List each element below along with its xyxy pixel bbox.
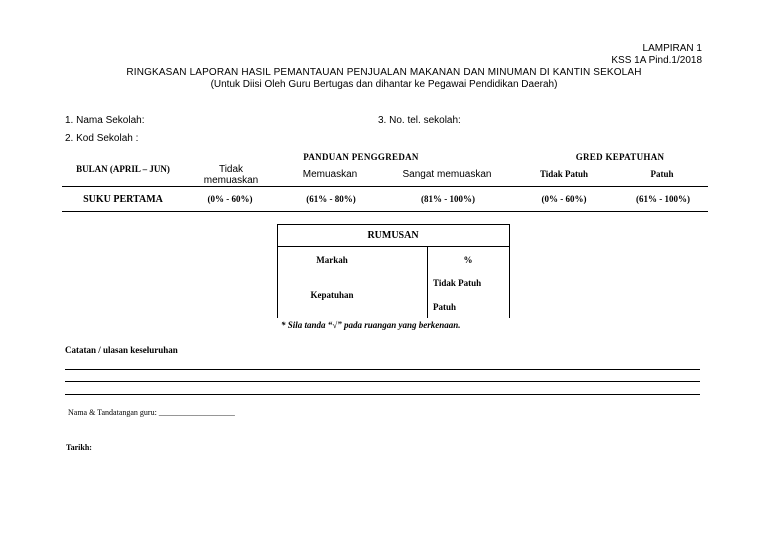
rumusan-top-border (277, 224, 509, 225)
panduan-header: PANDUAN PENGGREDAN (303, 152, 419, 162)
reference-number: KSS 1A Pind.1/2018 (611, 55, 702, 66)
row-suku-pertama: SUKU PERTAMA (83, 194, 163, 205)
col-sangat-memuaskan: Sangat memuaskan (402, 169, 492, 180)
catatan-line-2[interactable] (65, 381, 700, 382)
no-tel-label: 3. No. tel. sekolah: (378, 115, 461, 126)
row-value: (0% - 60%) (207, 194, 253, 204)
col-tidak-memuaskan: Tidak memuaskan (203, 164, 259, 186)
kepatuhan-label: Kepatuhan (310, 290, 354, 300)
row-value: (81% - 100%) (421, 194, 475, 204)
rumusan-title-divider (277, 246, 509, 247)
gred-header: GRED KEPATUHAN (575, 152, 665, 162)
lampiran-label: LAMPIRAN 1 (642, 43, 702, 54)
rumusan-title: RUMUSAN (367, 230, 419, 241)
col-tidak-patuh: Tidak Patuh (539, 169, 589, 179)
kod-sekolah-label: 2. Kod Sekolah : (65, 133, 139, 144)
table-bottom-border (62, 211, 708, 212)
markah-label: Markah (316, 255, 348, 265)
row-value: (61% - 80%) (306, 194, 356, 204)
percent-label: % (463, 255, 473, 265)
catatan-line-1[interactable] (65, 369, 700, 370)
row-value: (61% - 100%) (636, 194, 690, 204)
rumusan-note: * Sila tanda “√” pada ruangan yang berkenaan. (281, 320, 461, 330)
col-memuaskan: Memuaskan (302, 169, 358, 180)
page-title: RINGKASAN LAPORAN HASIL PEMANTAUAN PENJUALAN MAKANAN DAN MINUMAN DI KANTIN SEKOLAH (126, 67, 642, 78)
nama-tandatangan-field[interactable]: Nama & Tandatangan guru: ___________________ (68, 408, 235, 417)
catatan-line-3[interactable] (65, 394, 700, 395)
rumusan-right-border (509, 224, 510, 318)
catatan-label: Catatan / ulasan keseluruhan (65, 345, 178, 355)
row-value: (0% - 60%) (541, 194, 587, 204)
nama-sekolah-label: 1. Nama Sekolah: (65, 115, 145, 126)
patuh-option[interactable]: Patuh (433, 302, 457, 312)
page-subtitle: (Untuk Diisi Oleh Guru Bertugas dan dihantar ke Pegawai Pendidikan Daerah) (210, 79, 558, 90)
bulan-header: BULAN (APRIL – JUN) (76, 164, 170, 174)
tarikh-label: Tarikh: (66, 443, 92, 452)
col-patuh: Patuh (650, 169, 674, 179)
table-divider (62, 186, 708, 187)
tidak-patuh-option[interactable]: Tidak Patuh (433, 278, 482, 288)
